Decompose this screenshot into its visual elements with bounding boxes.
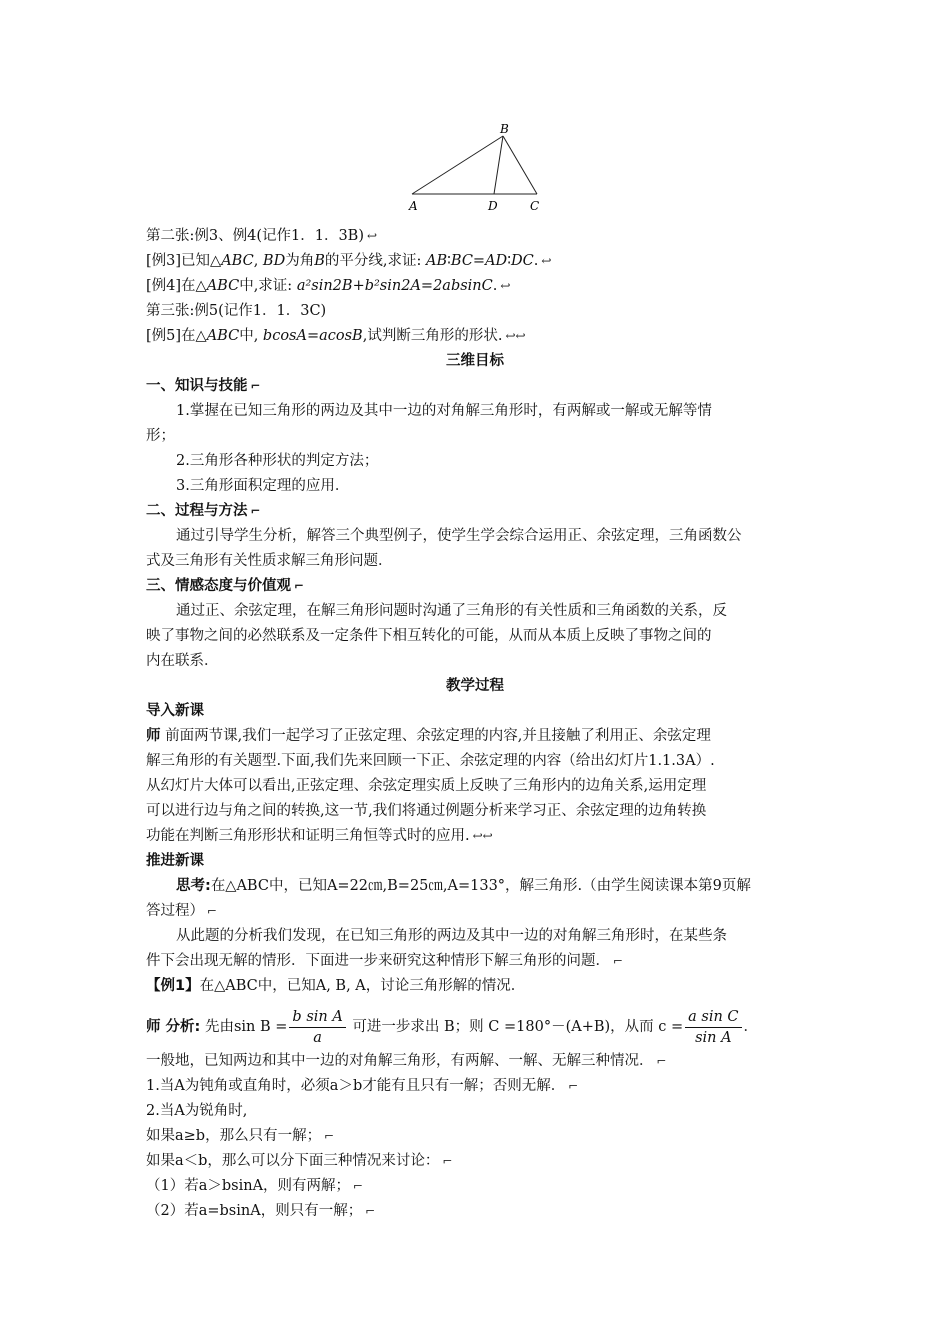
section2-title-text: 二、过程与方法 xyxy=(146,503,248,519)
ex3-bd: BD xyxy=(262,253,286,269)
ex3-abc: ABC xyxy=(221,253,254,269)
case-line5 xyxy=(146,1176,950,1196)
mark-icon: ↩ xyxy=(500,279,511,293)
mark-icon: ⌐ xyxy=(442,1154,453,1168)
ex3-pre: [例3]已知△ xyxy=(146,253,222,269)
section2-line2: 式及三角形有关性质求解三角形问题． xyxy=(146,553,393,569)
case-line2: 2.当A为锐角时, xyxy=(146,1103,248,1119)
frac1-num: b sin A xyxy=(289,1007,345,1028)
process-title: 教学过程 xyxy=(446,678,504,694)
case-text3: 如果a≥b，那么只有一解； xyxy=(146,1128,322,1144)
frac2-den: sin A xyxy=(695,1029,732,1046)
ex3-mid2: 为角 xyxy=(285,253,315,269)
mark-icon: ⌐ xyxy=(250,504,261,518)
intro-line4: 可以进行边与角之间的转换,这一节,我们将通过例题分析来学习正、余弦定理的边角转换 xyxy=(146,803,707,819)
ex3-r4: DC xyxy=(510,253,534,269)
side-bc xyxy=(503,136,537,194)
ex3-c1: ∶ xyxy=(447,253,451,269)
ex5-cond: bcosA=acosB xyxy=(262,328,363,344)
ex5-pre: [例5]在△ xyxy=(146,328,207,344)
case-line3 xyxy=(146,1126,950,1146)
ex3-c2: = xyxy=(472,253,486,269)
case-text5: （1）若a＞bsinA，则有两解； xyxy=(146,1178,351,1194)
think-label: 思考: xyxy=(176,878,211,894)
section3-line2: 映了事物之间的必然联系及一定条件下相互转化的可能，从而从本质上反映了事物之间的 xyxy=(146,628,712,644)
case-text1: 1.当A为钝角或直角时，必须a＞b才能有且只有一解；否则无解． xyxy=(146,1078,566,1094)
section1-item1-cont: 形； xyxy=(146,428,175,444)
case-line4 xyxy=(146,1151,950,1171)
section3-title-text: 三、情感态度与价值观 xyxy=(146,578,291,594)
frac1-den: a xyxy=(313,1029,322,1046)
intro-line1 xyxy=(146,726,950,746)
ex4-end: . xyxy=(492,278,498,294)
example1-line xyxy=(146,976,950,996)
teacher-label: 师 xyxy=(146,728,161,744)
fraction-c xyxy=(685,1007,741,1048)
think-text2: 答过程） xyxy=(146,903,204,919)
section1-item3: 3.三角形面积定理的应用． xyxy=(176,478,350,494)
example1-label: 【例1】 xyxy=(146,978,200,994)
section1-title-text: 一、知识与技能 xyxy=(146,378,248,394)
analysis-teacher: 师 xyxy=(146,1019,161,1035)
analysis-mid: 可进一步求出 B；则 C =180°－(A+B)，从而 c = xyxy=(347,1019,684,1035)
ex4-post: 中,求证: xyxy=(239,278,297,294)
ex3-c3: ∶ xyxy=(507,253,511,269)
ex3-r3: AD xyxy=(485,253,508,269)
section1-item1: 1.掌握在已知三角形的两边及其中一边的对角解三角形时，有两解或一解或无解等情 xyxy=(176,403,712,419)
slide2-text: 第二张:例3、例4(记作1．1．3B) xyxy=(146,228,364,244)
intro-text1: 前面两节课,我们一起学习了正弦定理、余弦定理的内容,并且接触了利用正、余弦定理 xyxy=(160,728,711,744)
intro-text5: 功能在判断三角形形状和证明三角恒等式时的应用. xyxy=(146,828,470,844)
slide3-text: 第三张:例5(记作1．1．3C) xyxy=(146,303,327,319)
case-line1 xyxy=(146,1076,950,1096)
example3-line xyxy=(146,251,950,271)
ex3-r2: BC xyxy=(450,253,473,269)
think-line1 xyxy=(176,876,950,896)
para1-text2: 件下会出现无解的情形．下面进一步来研究这种情形下解三角形的问题． xyxy=(146,953,610,969)
intro-line3: 从幻灯片大体可以看出,正弦定理、余弦定理实质上反映了三角形内的边角关系,运用定理 xyxy=(146,778,707,794)
section1-item2: 2.三角形各种形状的判定方法； xyxy=(176,453,379,469)
ex5-post: ,试判断三角形的形状. xyxy=(362,328,503,344)
case-line0 xyxy=(146,1051,950,1071)
ex5-mid: 中, xyxy=(239,328,263,344)
case-text4: 如果a＜b，那么可以分下面三种情况来讨论： xyxy=(146,1153,440,1169)
mark-icon: ↩↩ xyxy=(505,329,526,343)
ex3-r1: AB xyxy=(425,253,448,269)
advance-title: 推进新课 xyxy=(146,853,204,869)
ex4-abc: ABC xyxy=(206,278,240,294)
mark-icon: ⌐ xyxy=(207,904,218,918)
mark-icon: ⌐ xyxy=(568,1079,579,1093)
ex3-mid: , xyxy=(253,253,263,269)
mark-icon: ⌐ xyxy=(656,1054,667,1068)
mark-icon: ⌐ xyxy=(324,1129,335,1143)
analysis-end: ． xyxy=(743,1019,759,1035)
mark-icon: ⌐ xyxy=(294,579,305,593)
para1-line1: 从此题的分析我们发现，在已知三角形的两边及其中一边的对角解三角形时，在某些条 xyxy=(176,928,727,944)
intro-line2: 解三角形的有关题型.下面,我们先来回顾一下正、余弦定理的内容（给出幻灯片1.1.3A）. xyxy=(146,753,715,769)
ex3-b: B xyxy=(314,253,325,269)
label-a: A xyxy=(409,199,418,213)
fraction-sinb xyxy=(289,1007,345,1048)
example5-line xyxy=(146,326,950,346)
ex4-pre: [例4]在△ xyxy=(146,278,207,294)
intro-line5 xyxy=(146,826,950,846)
section3-line3: 内在联系． xyxy=(146,653,219,669)
ex4-formula: a²sin2B+b²sin2A=2absinC xyxy=(296,278,493,294)
ex5-abc: ABC xyxy=(206,328,240,344)
label-d: D xyxy=(488,199,498,213)
mark-icon: ↩ xyxy=(541,254,552,268)
case-text0: 一般地，已知两边和其中一边的对角解三角形，有两解、一解、无解三种情况． xyxy=(146,1053,654,1069)
frac2-num: a sin C xyxy=(685,1007,741,1028)
analysis-label: 分析: xyxy=(160,1019,201,1035)
ex3-post: 的平分线,求证: xyxy=(324,253,426,269)
case-line6 xyxy=(146,1201,950,1221)
analysis-line xyxy=(146,1005,950,1049)
mark-icon: ⌐ xyxy=(353,1179,364,1193)
para1-line2 xyxy=(146,951,950,971)
slide3-line xyxy=(146,301,950,321)
label-b: B xyxy=(500,122,509,136)
section3-line1: 通过正、余弦定理，在解三角形问题时沟通了三角形的有关性质和三角函数的关系，反 xyxy=(176,603,727,619)
section3-title xyxy=(146,576,950,596)
section1-title xyxy=(146,376,950,396)
mark-icon: ⌐ xyxy=(250,379,261,393)
case-text6: （2）若a=bsinA，则只有一解； xyxy=(146,1203,363,1219)
bisector-bd xyxy=(494,136,503,194)
label-c: C xyxy=(530,199,540,213)
section2-line1: 通过引导学生分析，解答三个典型例子，使学生学会综合运用正、余弦定理，三角函数公 xyxy=(176,528,742,544)
example1-text: 在△ABC中，已知A, B, A，讨论三角形解的情况． xyxy=(199,978,526,994)
intro-title: 导入新课 xyxy=(146,703,204,719)
think-text: 在△ABC中，已知A=22㎝,B=25㎝,A=133°，解三角形.（由学生阅读课本第9页解 xyxy=(210,878,751,894)
mark-icon: ↩↩ xyxy=(472,829,493,843)
mark-icon: ↩ xyxy=(366,229,378,243)
goals-title: 三维目标 xyxy=(446,353,504,369)
side-ab xyxy=(412,136,503,194)
mark-icon: ⌐ xyxy=(365,1204,376,1218)
analysis-pre: 先由sin B = xyxy=(200,1019,288,1035)
section2-title xyxy=(146,501,950,521)
ex3-end: . xyxy=(533,253,539,269)
think-line2 xyxy=(146,901,950,921)
triangle-figure xyxy=(400,118,560,218)
mark-icon: ⌐ xyxy=(613,954,624,968)
slide2-line xyxy=(146,226,950,246)
example4-line xyxy=(146,276,950,296)
